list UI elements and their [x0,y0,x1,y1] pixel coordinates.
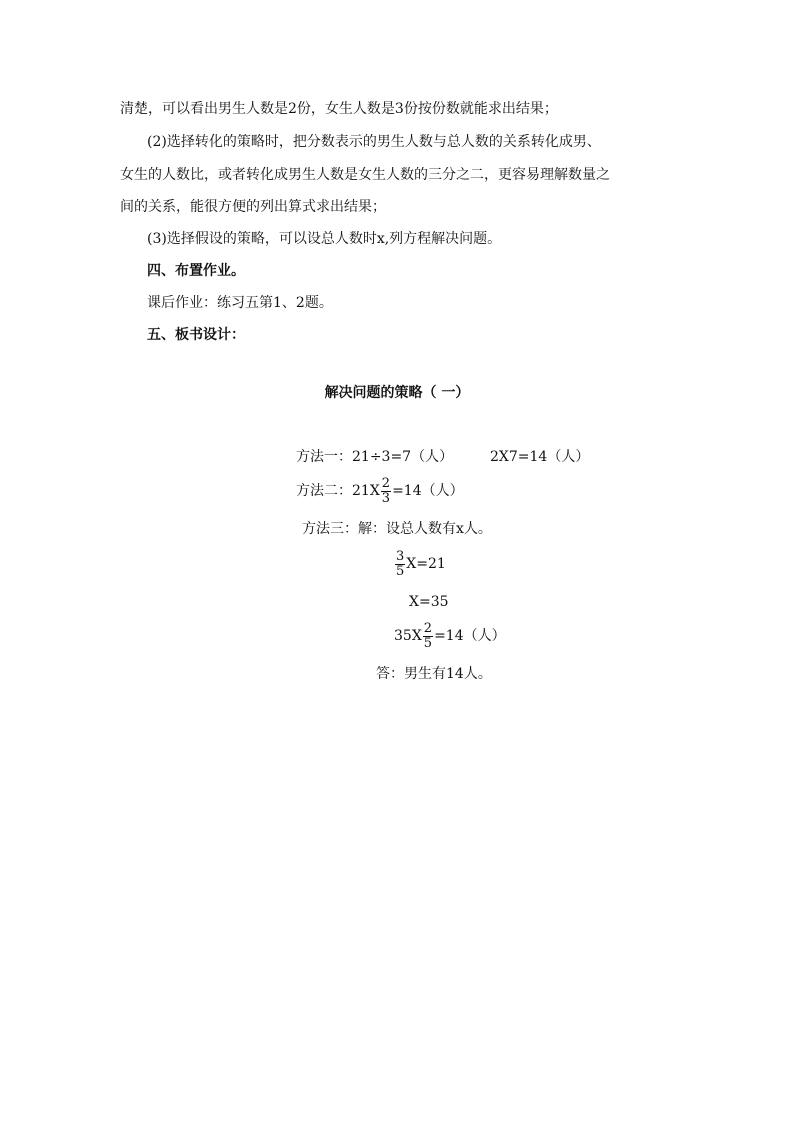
paragraph-line: (3)选择假设的策略，可以设总人数时x,列方程解决问题。 [147,231,502,247]
homework-text: 课后作业：练习五第1、2题。 [147,295,333,311]
section-heading-board: 五、板书设计： [147,327,245,343]
fraction-numerator: 2 [381,475,391,491]
method-one-step2: 2X7=14（人） [490,449,590,465]
fraction [395,550,405,579]
paragraph-line: 间的关系，能很方便的列出算式求出结果； [120,199,386,215]
paragraph-line: 清楚，可以看出男生人数是2份，女生人数是3份按份数就能求出结果； [120,101,558,117]
method-one [296,448,589,466]
paragraph-line: 女生的人数比，或者转化成男生人数是女生人数的三分之二，更容易理解数量之 [120,167,610,183]
fraction-denominator: 5 [396,563,405,579]
fraction-denominator: 5 [423,635,433,651]
equation-1 [394,546,446,582]
equation-3-prefix: 35X [394,628,422,644]
method-three: 方法三：解：设总人数有x人。 [302,521,492,537]
method-two [296,473,464,509]
equation-1-suffix: X=21 [406,556,446,572]
answer: 答：男生有14人。 [376,666,492,682]
equation-3 [394,618,506,654]
fraction [423,622,433,651]
method-two-suffix: =14（人） [392,483,464,499]
method-one-step1: 方法一：21÷3=7（人） [296,449,454,465]
board-title: 解决问题的策略（ 一） [324,385,470,401]
fraction-numerator: 2 [423,620,433,636]
equation-2: X=35 [409,594,449,610]
fraction [381,477,391,506]
equation-3-suffix: =14（人） [434,628,506,644]
fraction-numerator: 3 [396,548,405,564]
method-two-prefix: 方法二：21X [296,483,380,499]
paragraph-line: (2)选择转化的策略时，把分数表示的男生人数与总人数的关系转化成男、 [147,134,601,150]
section-heading-homework: 四、布置作业。 [147,263,245,279]
fraction-denominator: 3 [381,490,391,506]
